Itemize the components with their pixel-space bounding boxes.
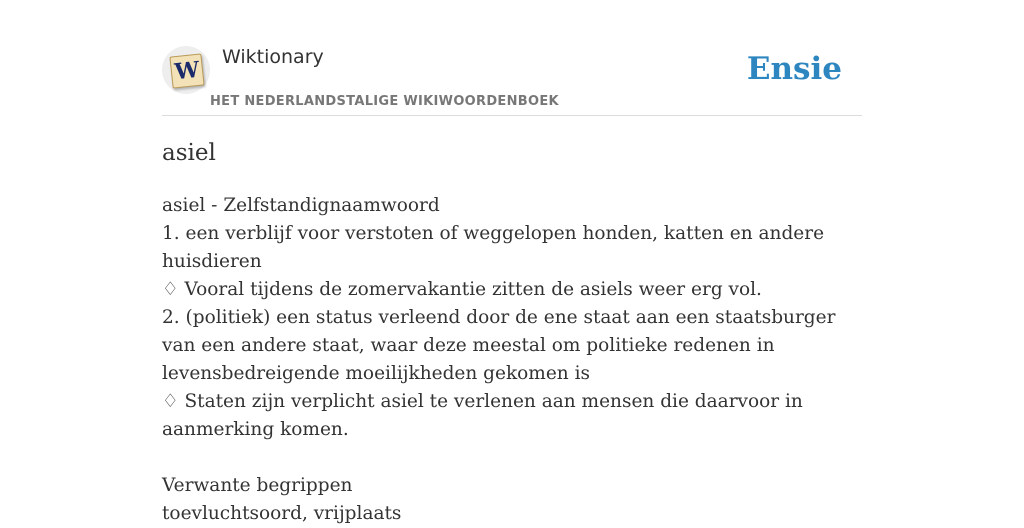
example-1: ♢ Vooral tijdens de zomervakantie zitten de asiels weer erg vol. (162, 279, 762, 300)
section-spacer (162, 444, 868, 472)
site-name[interactable]: Wiktionary (222, 46, 324, 68)
ensie-brand-logo[interactable]: Ensie (746, 51, 842, 87)
entry-title: asiel (162, 140, 216, 166)
example-2: ♢ Staten zijn verplicht asiel te verlenen aan mensen die daarvoor in aanmerking komen. (162, 391, 803, 440)
logo-letter: W (173, 56, 201, 86)
site-header (162, 40, 862, 116)
definition-2: 2. (politiek) een status verleend door de ene staat aan een staatsburger van een andere staat, waar deze meestal om politieke redenen in levensbedreigende moeilijkheden gekomen is (162, 307, 836, 384)
part-of-speech: asiel - Zelfstandignaamwoord (162, 195, 440, 216)
wiktionary-logo-icon (169, 53, 204, 88)
related-terms: toevluchtsoord, vrijplaats (162, 503, 402, 524)
wiktionary-logo[interactable] (162, 46, 210, 94)
definition-1: 1. een verblijf voor verstoten of weggelopen honden, katten en andere huisdieren (162, 223, 825, 272)
entry-body (162, 192, 868, 528)
related-heading: Verwante begrippen (162, 475, 353, 496)
site-tagline: HET NEDERLANDSTALIGE WIKIWOORDENBOEK (210, 94, 559, 109)
